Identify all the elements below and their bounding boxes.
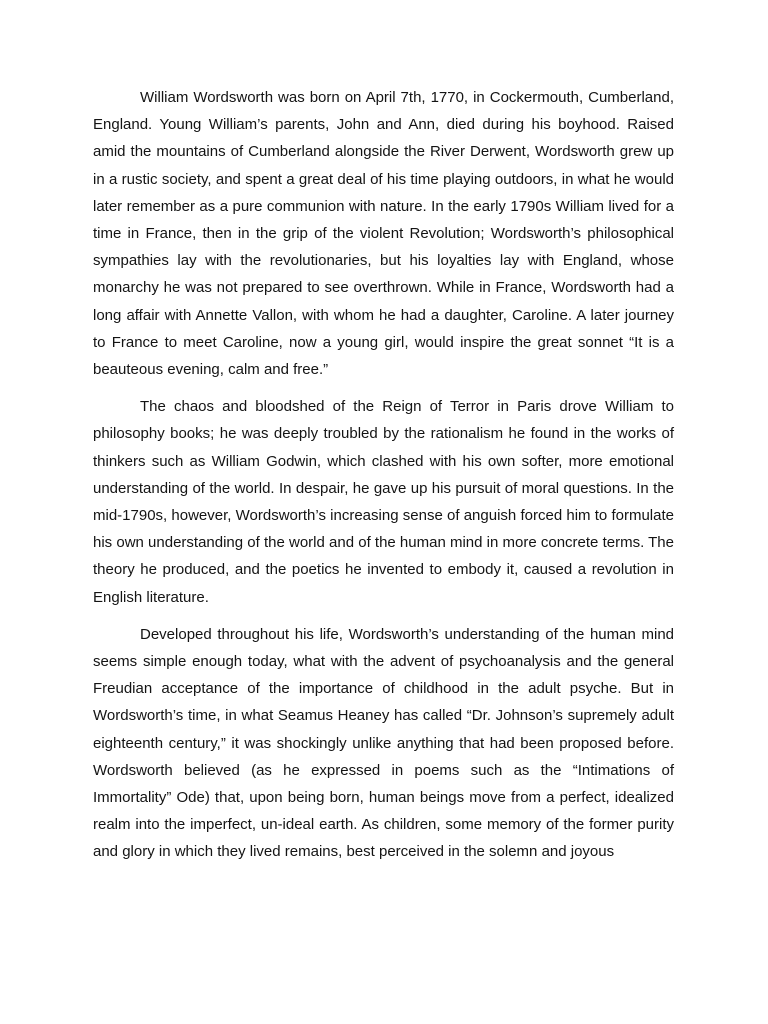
- body-text: [93, 84, 674, 876]
- paragraph-1: William Wordsworth was born on April 7th, 1770, in Cockermouth, Cumberland, England. Young William’s parents, John and Ann, died during his boyhood. Raised amid the mountains of Cumberland alongside the River Derwent, Wordsworth grew up in a rustic society, and spent a great deal of his time playing outdoors, in what he would later remember as a pure communion with nature. In the early 1790s William lived for a time in France, then in the grip of the violent Revolution; Wordsworth’s philosophical sympathies lay with the revolutionaries, but his loyalties lay with England, whose monarchy he was not prepared to see overthrown. While in France, Wordsworth had a long affair with Annette Vallon, with whom he had a daughter, Caroline. A later journey to France to meet Caroline, now a young girl, would inspire the great sonnet “It is a beauteous evening, calm and free.”: [93, 89, 674, 379]
- paragraph-3: Developed throughout his life, Wordsworth’s understanding of the human mind seems simple enough today, what with the advent of psychoanalysis and the general Freudian acceptance of the importance of childhood in the adult psyche. But in Wordsworth’s time, in what Seamus Heaney has called “Dr. Johnson’s supremely adult eighteenth century,” it was shockingly unlike anything that had been proposed before. Wordsworth believed (as he expressed in poems such as the “Intimations of Immortality” Ode) that, upon being born, human beings move from a perfect, idealized realm into the imperfect, un-ideal earth. As children, some memory of the former purity and glory in which they lived remains, best perceived in the solemn and joyous: [93, 625, 674, 861]
- paragraph-2: The chaos and bloodshed of the Reign of Terror in Paris drove William to philosophy books; he was deeply troubled by the rationalism he found in the works of thinkers such as William Godwin, which clashed with his own softer, more emotional understanding of the world. In despair, he gave up his pursuit of moral questions. In the mid-1790s, however, Wordsworth’s increasing sense of anguish forced him to formulate his own understanding of the world and of the human mind in more concrete terms. The theory he produced, and the poetics he invented to embody it, caused a revolution in English literature.: [93, 398, 674, 606]
